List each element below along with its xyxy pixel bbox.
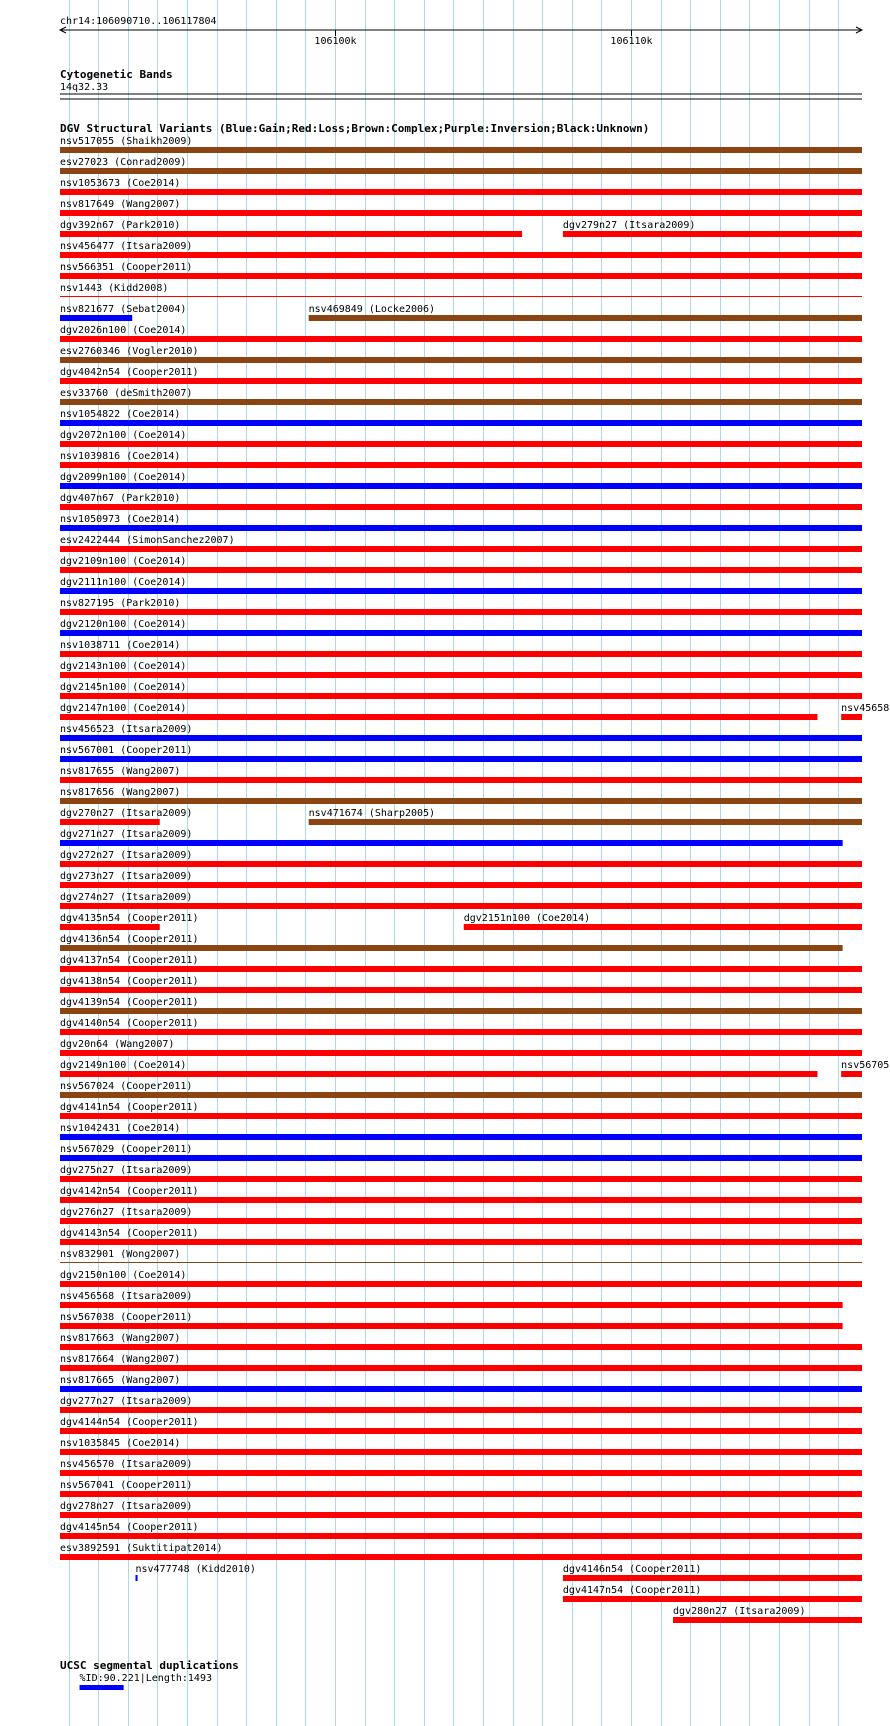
dgv-feature-label: nsv456568 (Itsara2009) [60,1291,193,1302]
dgv-feature-bar[interactable] [60,231,522,237]
dgv-feature-bar[interactable] [60,525,862,531]
dgv-feature[interactable] [60,829,843,846]
dgv-feature[interactable] [60,409,862,426]
dgv-feature-bar[interactable] [60,609,862,615]
dgv-feature-label: nsv827195 (Park2010) [60,598,181,609]
dgv-feature-label: esv2760346 (Vogler2010) [60,346,199,357]
dgv-feature[interactable] [563,1564,862,1581]
dgv-feature-label: dgv407n67 (Park2010) [60,493,181,504]
dgv-feature-label: nsv456570 (Itsara2009) [60,1459,193,1470]
dgv-feature-label: dgv279n27 (Itsara2009) [562,220,696,231]
dgv-feature-bar[interactable] [60,1155,862,1161]
dgv-feature-bar[interactable] [60,1449,862,1455]
dgv-feature-label: nsv456477 (Itsara2009) [60,241,193,252]
dgv-feature-bar[interactable] [60,1262,862,1263]
dgv-feature[interactable] [60,199,862,216]
dgv-feature[interactable] [841,1060,889,1077]
dgv-feature-bar[interactable] [60,1302,843,1308]
dgv-feature-label: dgv276n27 (Itsara2009) [60,1207,193,1218]
dgv-feature-bar[interactable] [60,147,862,153]
dgv-feature[interactable] [60,640,862,657]
segdup-feature[interactable] [80,1673,212,1690]
dgv-feature-label: dgv392n67 (Park2010) [60,220,181,231]
dgv-feature[interactable] [60,451,862,468]
dgv-feature-label: dgv280n27 (Itsara2009) [673,1606,806,1617]
dgv-feature-bar[interactable] [60,504,862,510]
dgv-feature-bar[interactable] [60,1428,862,1434]
dgv-feature-label: nsv456523 (Itsara2009) [60,724,193,735]
dgv-feature[interactable] [60,619,862,636]
dgv-feature-bar[interactable] [841,714,862,720]
dgv-feature-label: nsv567041 (Cooper2011) [60,1480,193,1491]
dgv-feature-label: dgv4141n54 (Cooper2011) [60,1102,199,1113]
dgv-feature-label: dgv2099n100 (Coe2014) [60,472,187,483]
dgv-feature-bar[interactable] [60,1323,843,1329]
dgv-feature[interactable] [60,1438,862,1455]
dgv-feature-bar[interactable] [60,567,862,573]
dgv-feature-label: nsv1053673 (Coe2014) [60,178,181,189]
dgv-feature[interactable] [60,598,862,615]
dgv-feature[interactable] [60,850,862,867]
dgv-feature[interactable] [60,304,186,321]
dgv-feature[interactable] [60,745,862,762]
dgv-feature[interactable] [60,535,862,552]
dgv-feature[interactable] [60,997,862,1014]
dgv-feature-bar[interactable] [60,987,862,993]
dgv-feature-label: dgv2151n100 (Coe2014) [463,913,591,924]
dgv-feature[interactable] [60,976,862,993]
dgv-feature-label: nsv1042431 (Coe2014) [60,1123,181,1134]
dgv-feature[interactable] [563,1585,862,1602]
dgv-feature-label: nsv469849 (Locke2006) [308,304,436,315]
dgv-feature[interactable] [60,1543,862,1560]
dgv-feature[interactable] [60,1081,862,1098]
dgv-feature-bar[interactable] [60,1491,862,1497]
dgv-feature-label: esv33760 (deSmith2007) [60,388,193,399]
dgv-feature-bar[interactable] [60,1029,862,1035]
dgv-feature-label: esv3892591 (Suktitipat2014) [60,1543,223,1554]
dgv-feature-bar[interactable] [60,1386,862,1392]
dgv-feature-bar[interactable] [60,336,862,342]
dgv-feature[interactable] [60,766,862,783]
dgv-feature-bar[interactable] [464,924,862,930]
ruler-range-label: chr14:106090710..106117804 [60,16,217,27]
dgv-feature-label: nsv517055 (Shaikh2009) [60,136,193,147]
dgv-feature[interactable] [60,1102,862,1119]
dgv-feature[interactable] [60,1039,862,1056]
dgv-feature-bar[interactable] [60,441,862,447]
dgv-feature-bar[interactable] [309,819,862,825]
dgv-feature-bar[interactable] [60,1512,862,1518]
dgv-feature-bar[interactable] [60,735,862,741]
dgv-feature-bar[interactable] [60,273,862,279]
dgv-feature-bar[interactable] [60,840,843,846]
dgv-feature-label: nsv1054822 (Coe2014) [60,409,181,420]
dgv-feature-bar[interactable] [60,966,862,972]
dgv-feature[interactable] [60,472,862,489]
dgv-feature[interactable] [60,241,862,258]
dgv-feature-bar[interactable] [60,315,132,321]
dgv-feature[interactable] [60,934,843,951]
dgv-feature-bar[interactable] [60,252,862,258]
dgv-feature[interactable] [60,1417,862,1434]
segdup-feature-label: %ID:90.221|Length:1493 [79,1673,212,1684]
dgv-feature-label: dgv2072n100 (Coe2014) [60,430,187,441]
dgv-feature-label: dgv2111n100 (Coe2014) [60,577,187,588]
cytoband-track-title: Cytogenetic Bands [60,68,173,81]
dgv-feature[interactable] [60,178,862,195]
dgv-feature-label: dgv2143n100 (Coe2014) [60,661,187,672]
dgv-feature-label: nsv817665 (Wang2007) [60,1375,181,1386]
dgv-feature[interactable] [60,514,862,531]
dgv-feature-label: dgv4042n54 (Cooper2011) [60,367,199,378]
dgv-feature[interactable] [60,556,862,573]
dgv-feature-label: dgv2120n100 (Coe2014) [60,619,187,630]
dgv-feature[interactable] [841,703,889,720]
dgv-feature-label: dgv278n27 (Itsara2009) [60,1501,193,1512]
dgv-feature-label: nsv567024 (Cooper2011) [60,1081,193,1092]
dgv-feature-label: dgv4146n54 (Cooper2011) [562,1564,702,1575]
dgv-feature-label: dgv270n27 (Itsara2009) [60,808,193,819]
dgv-feature-bar[interactable] [563,1575,862,1581]
dgv-feature-bar[interactable] [673,1617,862,1623]
dgv-feature[interactable] [60,1123,862,1140]
dgv-feature[interactable] [60,367,862,384]
dgv-feature-label: dgv2026n100 (Coe2014) [60,325,187,336]
dgv-feature[interactable] [60,1354,862,1371]
dgv-feature-rows [60,136,889,1623]
cytogenetic-bands-track [60,68,862,99]
dgv-feature[interactable] [60,1501,862,1518]
dgv-feature[interactable] [60,1018,862,1035]
dgv-feature-bar[interactable] [60,1071,817,1077]
dgv-feature[interactable] [60,1396,862,1413]
dgv-feature-bar[interactable] [60,861,862,867]
dgv-feature-bar[interactable] [60,672,862,678]
dgv-feature-bar[interactable] [841,1071,862,1077]
dgv-feature[interactable] [60,1333,862,1350]
dgv-feature-bar[interactable] [563,1596,862,1602]
dgv-feature-bar[interactable] [60,1050,862,1056]
dgv-feature-label: dgv20n64 (Wang2007) [60,1039,175,1050]
dgv-feature[interactable] [60,325,862,342]
dgv-feature-label: nsv832901 (Wong2007) [60,1249,181,1260]
dgv-feature-bar[interactable] [60,756,862,762]
dgv-feature[interactable] [60,1480,862,1497]
dgv-feature-bar[interactable] [60,1554,862,1560]
dgv-feature-bar[interactable] [60,882,862,888]
dgv-feature-bar[interactable] [60,945,843,951]
dgv-feature-label: dgv4136n54 (Cooper2011) [60,934,199,945]
dgv-feature[interactable] [60,1312,843,1329]
segdups-features [80,1673,212,1690]
dgv-feature-bar[interactable] [60,1344,862,1350]
dgv-feature-bar[interactable] [60,924,160,930]
dgv-feature-bar[interactable] [60,1218,862,1224]
dgv-feature-bar[interactable] [60,189,862,195]
dgv-feature-bar[interactable] [60,1365,862,1371]
dgv-feature-label: nsv817649 (Wang2007) [60,199,181,210]
dgv-feature-bar[interactable] [60,819,160,825]
dgv-feature-bar[interactable] [60,462,862,468]
dgv-feature-bar[interactable] [60,399,862,405]
dgv-feature-label: nsv477748 (Kidd2010) [135,1564,256,1575]
dgv-feature-bar[interactable] [60,1113,862,1119]
dgv-feature[interactable] [464,913,862,930]
dgv-feature-label: nsv45658 [841,703,890,714]
dgv-feature-label: dgv2145n100 (Coe2014) [60,682,187,693]
dgv-structural-variants-track [60,122,889,1623]
dgv-feature[interactable] [60,1207,862,1224]
dgv-feature-label: nsv471674 (Sharp2005) [308,808,436,819]
dgv-feature-bar[interactable] [60,357,862,363]
dgv-feature[interactable] [60,682,862,699]
dgv-feature-label: nsv817663 (Wang2007) [60,1333,181,1344]
dgv-feature-bar[interactable] [60,1281,862,1287]
dgv-feature-bar[interactable] [60,1533,862,1539]
dgv-feature[interactable] [60,808,192,825]
dgv-feature-bar[interactable] [60,1092,862,1098]
dgv-feature-label: dgv4137n54 (Cooper2011) [60,955,199,966]
dgv-feature[interactable] [60,1144,862,1161]
dgv-feature[interactable] [60,1228,862,1245]
dgv-feature[interactable] [60,661,862,678]
dgv-feature-label: dgv272n27 (Itsara2009) [60,850,193,861]
dgv-feature-label: nsv817655 (Wang2007) [60,766,181,777]
dgv-feature-bar[interactable] [60,693,862,699]
dgv-feature-label: dgv277n27 (Itsara2009) [60,1396,193,1407]
dgv-feature[interactable] [563,220,862,237]
dgv-feature-label: nsv1039816 (Coe2014) [60,451,181,462]
dgv-feature-label: dgv4135n54 (Cooper2011) [60,913,199,924]
dgv-feature-label: nsv817664 (Wang2007) [60,1354,181,1365]
dgv-feature-label: nsv1038711 (Coe2014) [60,640,181,651]
dgv-feature[interactable] [135,1564,255,1581]
dgv-feature[interactable] [60,1060,817,1077]
dgv-feature[interactable] [60,388,862,405]
segdup-feature-bar[interactable] [80,1685,124,1690]
dgv-feature-bar[interactable] [60,1176,862,1182]
dgv-feature-label: nsv567001 (Cooper2011) [60,745,193,756]
dgv-feature[interactable] [60,724,862,741]
dgv-feature-label: dgv2109n100 (Coe2014) [60,556,187,567]
dgv-feature-bar[interactable] [135,1575,137,1581]
dgv-feature-bar[interactable] [60,546,862,552]
dgv-feature-label: esv27023 (Conrad2009) [60,157,187,168]
dgv-feature-bar[interactable] [563,231,862,237]
dgv-feature[interactable] [60,1291,843,1308]
dgv-feature-label: esv2422444 (SimonSanchez2007) [60,535,235,546]
dgv-feature-label: nsv1443 (Kidd2008) [60,283,169,294]
dgv-feature-bar[interactable] [60,168,862,174]
dgv-feature-bar[interactable] [60,420,862,426]
dgv-feature-bar[interactable] [60,777,862,783]
cytoband-label: 14q32.33 [60,82,109,93]
dgv-feature-label: dgv4138n54 (Cooper2011) [60,976,199,987]
dgv-feature[interactable] [60,262,862,279]
dgv-feature-label: dgv2147n100 (Coe2014) [60,703,187,714]
dgv-feature[interactable] [673,1606,862,1623]
dgv-feature[interactable] [60,1375,862,1392]
dgv-feature-label: nsv1050973 (Coe2014) [60,514,181,525]
dgv-feature-label: dgv4144n54 (Cooper2011) [60,1417,199,1428]
dgv-feature-label: nsv1035845 (Coe2014) [60,1438,181,1449]
dgv-feature-bar[interactable] [60,1239,862,1245]
dgv-feature-label: nsv567029 (Cooper2011) [60,1144,193,1155]
dgv-feature[interactable] [60,871,862,888]
dgv-feature-bar[interactable] [60,1470,862,1476]
ruler-tick-label: 106110k [610,36,653,47]
dgv-feature-bar[interactable] [60,798,862,804]
segdups-track-title: UCSC segmental duplications [60,1659,239,1672]
dgv-feature[interactable] [60,430,862,447]
dgv-feature-bar[interactable] [60,714,817,720]
dgv-feature-bar[interactable] [60,1134,862,1140]
dgv-feature-bar[interactable] [60,483,862,489]
dgv-feature[interactable] [60,1165,862,1182]
dgv-feature-label: dgv4139n54 (Cooper2011) [60,997,199,1008]
dgv-feature[interactable] [60,1270,862,1287]
dgv-feature-label: nsv567038 (Cooper2011) [60,1312,193,1323]
dgv-feature-label: dgv271n27 (Itsara2009) [60,829,193,840]
dgv-feature[interactable] [309,808,862,825]
ruler-tick-label: 106100k [314,36,357,47]
dgv-feature-label: nsv566351 (Cooper2011) [60,262,193,273]
dgv-feature-label: dgv4140n54 (Cooper2011) [60,1018,199,1029]
dgv-track-title: DGV Structural Variants (Blue:Gain;Red:Loss;Brown:Complex;Purple:Inversion;Black:Unknown) [60,122,650,135]
dgv-feature[interactable] [60,892,862,909]
dgv-feature-label: dgv4142n54 (Cooper2011) [60,1186,199,1197]
dgv-feature-label: dgv2150n100 (Coe2014) [60,1270,187,1281]
dgv-feature-label: dgv2149n100 (Coe2014) [60,1060,187,1071]
dgv-feature-bar[interactable] [60,588,862,594]
dgv-feature[interactable] [309,304,862,321]
dgv-feature-bar[interactable] [60,378,862,384]
dgv-feature-label: nsv56705 [841,1060,890,1071]
dgv-feature-bar[interactable] [60,296,862,297]
dgv-feature[interactable] [60,913,198,930]
dgv-feature-bar[interactable] [309,315,862,321]
dgv-feature[interactable] [60,283,862,297]
dgv-feature[interactable] [60,493,862,510]
dgv-feature-label: dgv275n27 (Itsara2009) [60,1165,193,1176]
dgv-feature[interactable] [60,703,817,720]
dgv-feature-label: dgv4143n54 (Cooper2011) [60,1228,199,1239]
dgv-feature[interactable] [60,1249,862,1263]
dgv-feature-bar[interactable] [60,651,862,657]
dgv-feature[interactable] [60,346,862,363]
dgv-feature-bar[interactable] [60,1008,862,1014]
dgv-feature-label: nsv817656 (Wang2007) [60,787,181,798]
dgv-feature-label: dgv274n27 (Itsara2009) [60,892,193,903]
dgv-feature[interactable] [60,157,862,174]
dgv-feature[interactable] [60,1459,862,1476]
dgv-feature-bar[interactable] [60,903,862,909]
dgv-feature-label: dgv4147n54 (Cooper2011) [562,1585,702,1596]
dgv-feature[interactable] [60,1186,862,1203]
dgv-feature-label: dgv273n27 (Itsara2009) [60,871,193,882]
dgv-feature-bar[interactable] [60,1407,862,1413]
dgv-feature-label: nsv821677 (Sebat2004) [60,304,187,315]
dgv-feature[interactable] [60,577,862,594]
dgv-feature-label: dgv4145n54 (Cooper2011) [60,1522,199,1533]
dgv-feature[interactable] [60,220,522,237]
dgv-feature-bar[interactable] [60,1197,862,1203]
dgv-feature[interactable] [60,955,862,972]
segmental-duplications-track [60,1659,239,1690]
ruler-track [60,16,862,47]
dgv-feature-bar[interactable] [60,210,862,216]
dgv-feature[interactable] [60,787,862,804]
dgv-feature[interactable] [60,136,862,153]
dgv-feature[interactable] [60,1522,862,1539]
dgv-feature-bar[interactable] [60,630,862,636]
